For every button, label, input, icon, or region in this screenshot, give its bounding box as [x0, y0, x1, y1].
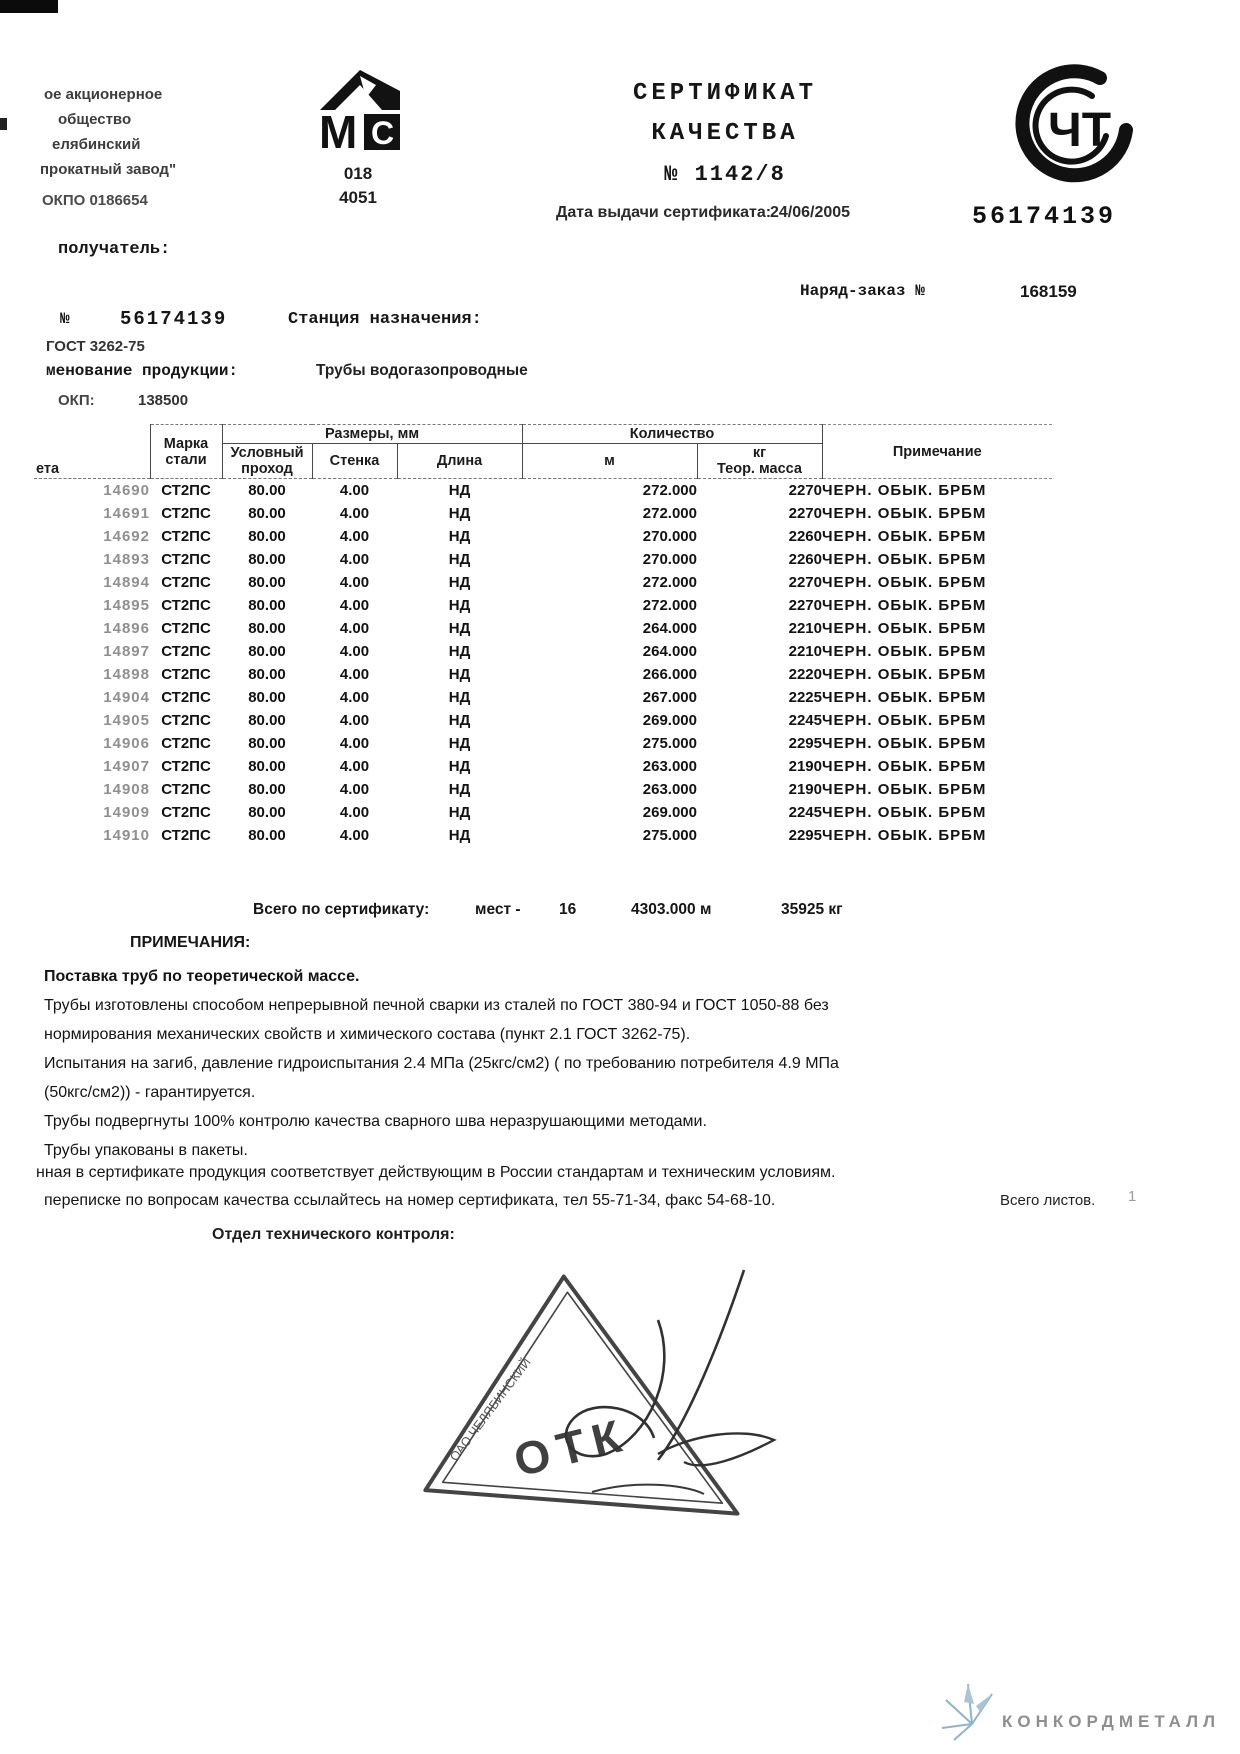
- cell-bore: 80.00: [248, 597, 286, 614]
- cell-bore: 80.00: [248, 551, 286, 568]
- col-header-bore: [222, 444, 312, 479]
- certificate-title-line1: СЕРТИФИКАТ: [632, 80, 818, 107]
- cell-wall: 4.00: [339, 781, 370, 798]
- ms-code-1: 018: [343, 164, 373, 183]
- cell-length: НД: [448, 735, 471, 752]
- notes-block: [44, 962, 904, 1165]
- order-number: 168159: [1020, 282, 1077, 301]
- cell-length: НД: [448, 620, 471, 637]
- table-row: [34, 479, 1052, 503]
- cell-length: НД: [448, 758, 471, 775]
- cell-note: ЧЕРН. ОБЫК. БРБМ: [822, 620, 987, 637]
- cell-bore: 80.00: [248, 643, 286, 660]
- cell-wall: 4.00: [339, 689, 370, 706]
- cell-mass: 2270: [788, 597, 822, 614]
- cell-package: 14692: [103, 528, 150, 545]
- cell-note: ЧЕРН. ОБЫК. БРБМ: [822, 482, 987, 499]
- cell-grade: СТ2ПС: [161, 689, 211, 706]
- totals-mass: 35925 кг: [781, 901, 843, 918]
- product-name-label: менование продукции:: [46, 362, 239, 380]
- cell-grade: СТ2ПС: [161, 551, 211, 568]
- cell-note: ЧЕРН. ОБЫК. БРБМ: [822, 643, 987, 660]
- col-header-meters: м: [522, 444, 697, 479]
- cell-mass: 2225: [788, 689, 822, 706]
- cell-mass: 2245: [788, 804, 822, 821]
- cell-grade: СТ2ПС: [161, 620, 211, 637]
- cell-mass: 2295: [788, 827, 822, 844]
- cell-wall: 4.00: [339, 505, 370, 522]
- cell-grade: СТ2ПС: [161, 758, 211, 775]
- ms-mill-logo-icon: [318, 68, 402, 163]
- issuer-okpo: ОКПО 0186654: [42, 192, 148, 209]
- cell-bore: 80.00: [248, 528, 286, 545]
- cell-package: 14897: [103, 643, 150, 660]
- cell-note: ЧЕРН. ОБЫК. БРБМ: [822, 758, 987, 775]
- cell-wall: 4.00: [339, 574, 370, 591]
- stamp-edge-text: ОАО ЧЕЛЯБИНСКИЙ: [447, 1355, 534, 1464]
- cell-mass: 2220: [788, 666, 822, 683]
- cell-grade: СТ2ПС: [161, 804, 211, 821]
- cell-length: НД: [448, 551, 471, 568]
- cell-note: ЧЕРН. ОБЫК. БРБМ: [822, 735, 987, 752]
- cell-meters: 263.000: [642, 781, 697, 798]
- note-line: Поставка труб по теоретической массе.: [44, 968, 360, 985]
- col-header-bore-line1: Условный: [230, 445, 304, 461]
- cell-bore: 80.00: [248, 735, 286, 752]
- cell-length: НД: [448, 597, 471, 614]
- cell-grade: СТ2ПС: [161, 574, 211, 591]
- issuer-block: [40, 82, 314, 213]
- col-header-grade: [150, 425, 222, 479]
- cell-wall: 4.00: [339, 735, 370, 752]
- cell-wall: 4.00: [339, 827, 370, 844]
- table-row: [34, 640, 1052, 663]
- cell-mass: 2260: [788, 551, 822, 568]
- cell-package: 14690: [103, 482, 150, 499]
- table-row: [34, 686, 1052, 709]
- ms-code-2: 4051: [339, 188, 377, 207]
- cell-note: ЧЕРН. ОБЫК. БРБМ: [822, 689, 987, 706]
- sheets-total-label: Всего листов.: [1000, 1192, 1096, 1209]
- cell-length: НД: [448, 827, 471, 844]
- cht-plant-logo-icon: [1002, 56, 1134, 209]
- certificate-title-line2: КАЧЕСТВА: [651, 120, 799, 147]
- note-line: Трубы подвергнуты 100% контролю качества сварного шва неразрушающими методами.: [44, 1113, 707, 1130]
- cell-wall: 4.00: [339, 758, 370, 775]
- cell-note: ЧЕРН. ОБЫК. БРБМ: [822, 804, 987, 821]
- order-label: Наряд-заказ №: [800, 282, 925, 300]
- col-header-grade-line1: Марка: [163, 435, 209, 452]
- svg-text:М: М: [319, 106, 358, 158]
- table-row: [34, 525, 1052, 548]
- note-line: (50кгс/см2)) - гарантируется.: [44, 1084, 256, 1101]
- cell-mass: 2260: [788, 528, 822, 545]
- qc-department-label: Отдел технического контроля:: [212, 1226, 455, 1243]
- certificate-number: № 1142/8: [664, 162, 786, 187]
- consignee-label: получатель:: [58, 240, 171, 259]
- cell-meters: 272.000: [642, 482, 697, 499]
- cell-length: НД: [448, 528, 471, 545]
- cell-note: ЧЕРН. ОБЫК. БРБМ: [822, 827, 987, 844]
- totals-places-value: 16: [559, 901, 577, 918]
- gost-standard: ГОСТ 3262-75: [46, 338, 145, 355]
- scan-artifact-mark: [0, 118, 7, 130]
- cell-wall: 4.00: [339, 528, 370, 545]
- col-header-package: ета: [34, 425, 150, 479]
- cell-length: НД: [448, 804, 471, 821]
- cell-package: 14896: [103, 620, 150, 637]
- svg-text:С: С: [371, 115, 395, 151]
- cell-bore: 80.00: [248, 620, 286, 637]
- cell-note: ЧЕРН. ОБЫК. БРБМ: [822, 574, 987, 591]
- cell-package: 14907: [103, 758, 150, 775]
- table-row: [34, 778, 1052, 801]
- cell-bore: 80.00: [248, 712, 286, 729]
- col-header-bore-line2: проход: [241, 461, 293, 477]
- product-name-value: Трубы водогазопроводные: [316, 362, 528, 379]
- cell-length: НД: [448, 643, 471, 660]
- cell-package: 14894: [103, 574, 150, 591]
- cell-mass: 2190: [788, 758, 822, 775]
- cell-grade: СТ2ПС: [161, 666, 211, 683]
- cell-meters: 272.000: [642, 574, 697, 591]
- cell-length: НД: [448, 574, 471, 591]
- cell-meters: 275.000: [642, 735, 697, 752]
- cell-grade: СТ2ПС: [161, 643, 211, 660]
- cell-bore: 80.00: [248, 482, 286, 499]
- products-table-body: [34, 479, 1052, 848]
- cert-no-value: 56174139: [120, 308, 228, 330]
- cell-bore: 80.00: [248, 781, 286, 798]
- totals-places-label: мест -: [475, 901, 521, 918]
- notes-heading: ПРИМЕЧАНИЯ:: [130, 934, 251, 951]
- cell-mass: 2295: [788, 735, 822, 752]
- cell-meters: 270.000: [642, 528, 697, 545]
- okp-value: 138500: [138, 392, 189, 409]
- cell-wall: 4.00: [339, 666, 370, 683]
- table-row: [34, 502, 1052, 525]
- cell-mass: 2190: [788, 781, 822, 798]
- cell-grade: СТ2ПС: [161, 482, 211, 499]
- cell-meters: 272.000: [642, 505, 697, 522]
- col-group-sizes: Размеры, мм: [222, 425, 522, 444]
- ms-logo-codes: [312, 162, 404, 210]
- cell-grade: СТ2ПС: [161, 597, 211, 614]
- concord-logo-icon: [938, 1680, 996, 1749]
- cell-mass: 2270: [788, 574, 822, 591]
- issue-date-value: 24/06/2005: [770, 204, 851, 221]
- table-row: [34, 548, 1052, 571]
- cell-bore: 80.00: [248, 827, 286, 844]
- cell-mass: 2210: [788, 643, 822, 660]
- cell-length: НД: [448, 712, 471, 729]
- products-table: [34, 424, 1052, 847]
- cell-bore: 80.00: [248, 505, 286, 522]
- cert-no-label: №: [60, 310, 70, 328]
- cell-meters: 270.000: [642, 551, 697, 568]
- cell-wall: 4.00: [339, 712, 370, 729]
- note-line: Испытания на загиб, давление гидроиспытания 2.4 МПа (25кгс/см2) ( по требованию потребителя 4.9 МПа: [44, 1055, 839, 1072]
- cell-meters: 264.000: [642, 620, 697, 637]
- cell-mass: 2210: [788, 620, 822, 637]
- cell-grade: СТ2ПС: [161, 505, 211, 522]
- table-row: [34, 571, 1052, 594]
- cell-length: НД: [448, 781, 471, 798]
- issuer-line: елябинский: [52, 136, 141, 153]
- col-header-note: Примечание: [822, 425, 1052, 479]
- cell-package: 14908: [103, 781, 150, 798]
- cell-length: НД: [448, 689, 471, 706]
- cell-note: ЧЕРН. ОБЫК. БРБМ: [822, 666, 987, 683]
- svg-text:з: з: [1100, 155, 1108, 172]
- cell-note: ЧЕРН. ОБЫК. БРБМ: [822, 551, 987, 568]
- col-header-wall: Стенка: [312, 444, 397, 479]
- cell-package: 14904: [103, 689, 150, 706]
- cell-length: НД: [448, 505, 471, 522]
- issuer-line: общество: [58, 111, 132, 128]
- cell-package: 14691: [103, 505, 150, 522]
- cell-wall: 4.00: [339, 643, 370, 660]
- note-line: Трубы изготовлены способом непрерывной печной сварки из сталей по ГОСТ 380-94 и ГОСТ 1050-88 без: [44, 997, 829, 1014]
- cell-mass: 2270: [788, 505, 822, 522]
- table-row: [34, 709, 1052, 732]
- table-row: [34, 663, 1052, 686]
- cell-length: НД: [448, 666, 471, 683]
- col-header-mass-line2: Теор. масса: [717, 461, 802, 477]
- cell-wall: 4.00: [339, 482, 370, 499]
- cell-package: 14906: [103, 735, 150, 752]
- cell-note: ЧЕРН. ОБЫК. БРБМ: [822, 781, 987, 798]
- issuer-line: прокатный завод": [40, 161, 177, 178]
- cell-meters: 269.000: [642, 712, 697, 729]
- correspondence-statement: переписке по вопросам качества ссылайтесь на номер сертификата, тел 55-71-34, факс 54-68-10.: [44, 1192, 776, 1209]
- cell-mass: 2245: [788, 712, 822, 729]
- cell-package: 14895: [103, 597, 150, 614]
- note-line: нормирования механических свойств и химического состава (пункт 2.1 ГОСТ 3262-75).: [44, 1026, 691, 1043]
- col-header-length: Длина: [397, 444, 522, 479]
- cell-grade: СТ2ПС: [161, 712, 211, 729]
- cell-note: ЧЕРН. ОБЫК. БРБМ: [822, 505, 987, 522]
- table-row: [34, 594, 1052, 617]
- cell-grade: СТ2ПС: [161, 827, 211, 844]
- issue-date-label: Дата выдачи сертификата:: [556, 204, 772, 221]
- cell-grade: СТ2ПС: [161, 528, 211, 545]
- cell-package: 14910: [103, 827, 150, 844]
- certificate-serial-number: 56174139: [972, 202, 1117, 231]
- cell-wall: 4.00: [339, 620, 370, 637]
- cell-wall: 4.00: [339, 551, 370, 568]
- col-header-grade-line2: стали: [165, 451, 207, 468]
- footer-brand-text: КОНКОРДМЕТАЛЛ: [1002, 1712, 1221, 1731]
- cell-mass: 2270: [788, 482, 822, 499]
- cell-note: ЧЕРН. ОБЫК. БРБМ: [822, 528, 987, 545]
- cell-note: ЧЕРН. ОБЫК. БРБМ: [822, 597, 987, 614]
- cell-length: НД: [448, 482, 471, 499]
- table-row: [34, 801, 1052, 824]
- table-row: [34, 824, 1052, 847]
- table-row: [34, 732, 1052, 755]
- cell-note: ЧЕРН. ОБЫК. БРБМ: [822, 712, 987, 729]
- cell-package: 14893: [103, 551, 150, 568]
- cell-meters: 267.000: [642, 689, 697, 706]
- totals-label: Всего по сертификату:: [253, 901, 430, 918]
- issuer-line: ое акционерное: [44, 86, 163, 103]
- cell-meters: 272.000: [642, 597, 697, 614]
- cell-meters: 264.000: [642, 643, 697, 660]
- cell-bore: 80.00: [248, 666, 286, 683]
- col-group-quantity: Количество: [522, 425, 822, 444]
- cell-bore: 80.00: [248, 574, 286, 591]
- cell-bore: 80.00: [248, 804, 286, 821]
- cell-bore: 80.00: [248, 689, 286, 706]
- cell-bore: 80.00: [248, 758, 286, 775]
- cell-meters: 263.000: [642, 758, 697, 775]
- cell-grade: СТ2ПС: [161, 781, 211, 798]
- cell-grade: СТ2ПС: [161, 735, 211, 752]
- table-row: [34, 755, 1052, 778]
- cell-package: 14898: [103, 666, 150, 683]
- qc-stamp: [396, 1262, 876, 1587]
- table-row: [34, 617, 1052, 640]
- sheets-total-value: 1: [1128, 1188, 1137, 1205]
- conformity-statement: нная в сертификате продукция соответствует действующим в России стандартам и техническим условиям.: [36, 1164, 836, 1181]
- scan-artifact-bar: [0, 0, 58, 13]
- note-line: Трубы упакованы в пакеты.: [44, 1142, 248, 1159]
- cell-package: 14909: [103, 804, 150, 821]
- stamp-otk-text: ОТК: [508, 1407, 634, 1487]
- cell-meters: 275.000: [642, 827, 697, 844]
- cell-package: 14905: [103, 712, 150, 729]
- okp-label: ОКП:: [58, 392, 95, 409]
- cell-meters: 269.000: [642, 804, 697, 821]
- cell-wall: 4.00: [339, 597, 370, 614]
- destination-station-label: Станция назначения:: [288, 310, 482, 329]
- col-header-mass: [697, 444, 822, 479]
- svg-text:ЧТ: ЧТ: [1048, 104, 1112, 157]
- cell-wall: 4.00: [339, 804, 370, 821]
- cell-meters: 266.000: [642, 666, 697, 683]
- col-header-mass-line1: кг: [752, 445, 767, 461]
- totals-meters: 4303.000 м: [631, 901, 712, 918]
